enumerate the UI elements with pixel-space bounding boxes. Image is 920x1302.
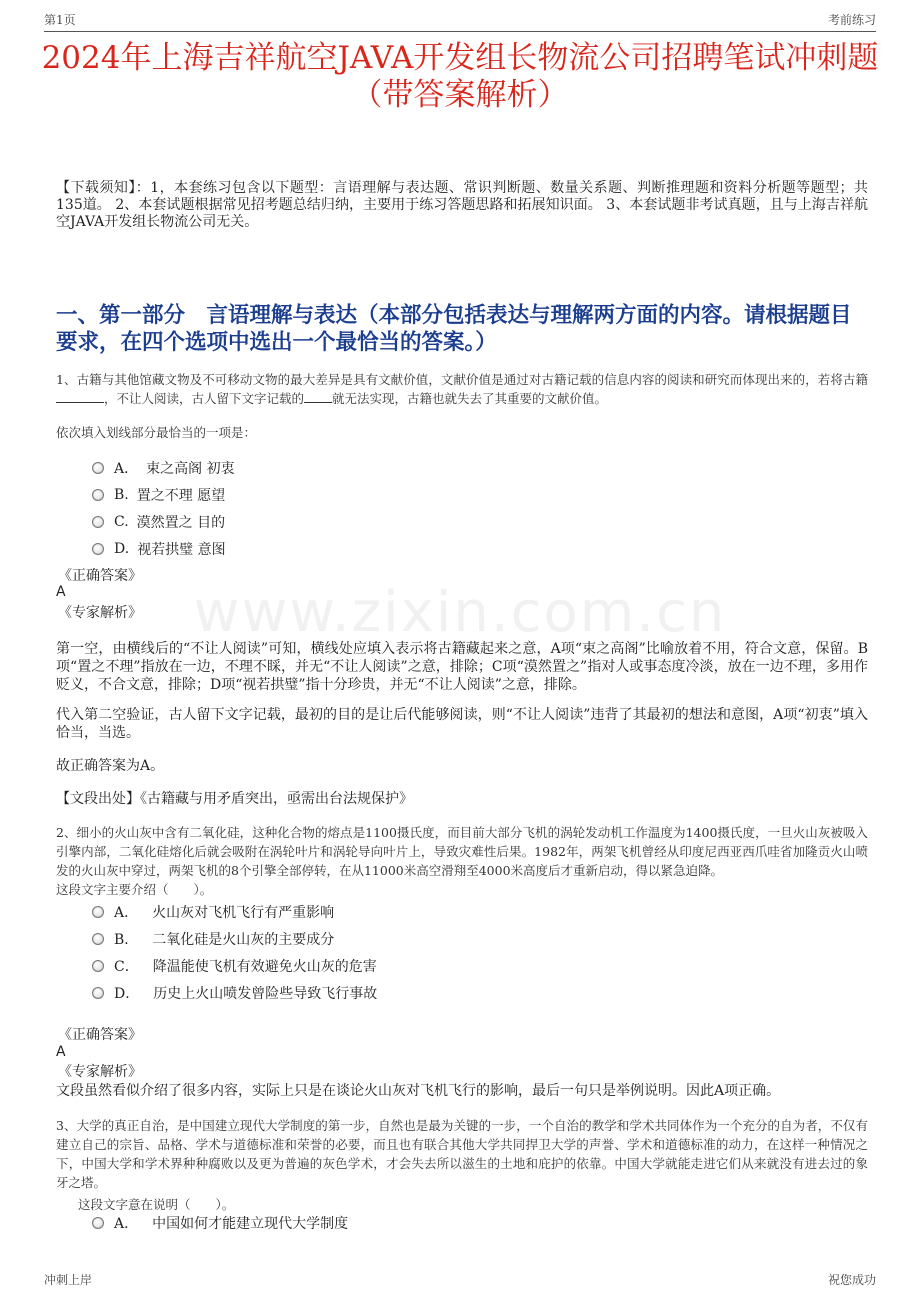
option-c[interactable]: [92, 508, 235, 535]
option-letter: A．: [114, 460, 139, 477]
radio-icon[interactable]: [92, 1217, 104, 1229]
radio-icon[interactable]: [92, 543, 104, 555]
option-text: 降温能使飞机有效避免火山灰的危害: [152, 958, 377, 975]
title-line-1: 2024年上海吉祥航空JAVA开发组长物流公司招聘笔试冲刺题: [41, 40, 879, 76]
option-a[interactable]: [92, 454, 235, 481]
radio-icon[interactable]: [92, 906, 104, 918]
page-header: [44, 10, 876, 32]
section-heading: 一、第一部分 言语理解与表达（本部分包括表达与理解两方面的内容。请根据题目要求，在四个选项中选出一个最恰当的答案。）: [56, 303, 852, 355]
analysis-paragraph-1: 第一空，由横线后的“不让人阅读”可知，横线处应填入表示将古籍藏起来之意，A项“束之高阁”比喻放着不用，符合文意，保留。B项“置之不理”指放在一边，不理不睬，并无“不让人阅读”之意，排除；C项“漠然置之”指对人或事态度冷淡，放在一边不理，多用作贬义，不合文意，排除；D项“视若拱璧”指十分珍贵，并无“不让人阅读”之意，排除。: [56, 641, 868, 693]
option-text: 束之高阁 初衷: [146, 460, 235, 477]
option-text: 二氧化硅是火山灰的主要成分: [152, 931, 335, 948]
option-text: 火山灰对飞机飞行有严重影响: [152, 904, 335, 921]
download-notice: 【下载须知】：1，本套练习包含以下题型：言语理解与表达题、常识判断题、数量关系题、判断推理题和资料分析题等题型；共135道。 2、本套试题根据常见招考题总结归纳，主要用于练习答题思路和拓展知识面。 3、本套试题非考试真题，且与上海吉祥航空JAVA开发组长物流公司无关。: [56, 180, 868, 230]
question-2-options: [92, 898, 377, 1006]
question-1-prompt: 依次填入划线部分最恰当的一项是：: [56, 425, 257, 440]
expert-analysis-label: 《专家解析》: [58, 605, 142, 621]
option-text: 视若拱璧 意图: [137, 541, 226, 558]
option-b[interactable]: [92, 925, 377, 952]
analysis-paragraph-3: 故正确答案为A。: [56, 758, 165, 774]
question-1-text-a: 1、古籍与其他馆藏文物及不可移动文物的最大差异是具有文献价值，文献价值是通过对古籍记载的信息内容的阅读和研究而体现出来的，若将古籍: [56, 372, 868, 387]
question-1-options: [92, 454, 235, 562]
fill-blank-1: [56, 391, 104, 403]
page-number: 第1页: [44, 13, 76, 27]
page-footer: [44, 1271, 876, 1288]
source-note: 【文段出处】《古籍藏与用矛盾突出，亟需出台法规保护》: [56, 791, 413, 807]
footer-right: 祝您成功: [827, 1273, 876, 1287]
option-a[interactable]: [92, 1209, 348, 1236]
question-3-prompt: 这段文字意在说明（ ）。: [78, 1197, 235, 1212]
fill-blank-2: [304, 391, 332, 403]
option-letter: C.: [114, 513, 129, 530]
radio-icon[interactable]: [92, 462, 104, 474]
analysis-paragraph-2: 代入第二空验证，古人留下文字记载，最初的目的是让后代能够阅读，则“不让人阅读”违背了其最初的想法和意图，A项“初衷”填入恰当，当选。: [56, 707, 868, 741]
question-3-text: 3、大学的真正自治，是中国建立现代大学制度的第一步，自然也是最为关键的一步，一个自治的教学和学术共同体作为一个充分的自为者，不仅有建立自己的宗旨、品格、学术与道德标准和荣誉的必要，而且也有联合其他大学共同捍卫大学的声誉、学术和道德标准的动力，在这样一种情况之下，中国大学和学术界种种腐败以及更为普遍的灰色学术，才会失去所以滋生的土地和庇护的依靠。中国大学就能走进它们从来就没有进去过的象牙之塔。: [56, 1118, 868, 1190]
radio-icon[interactable]: [92, 933, 104, 945]
correct-answer-value: A: [56, 584, 66, 600]
radio-icon[interactable]: [92, 960, 104, 972]
option-letter: B．: [114, 931, 139, 948]
option-letter: B.: [114, 486, 129, 503]
option-a[interactable]: [92, 898, 377, 925]
option-d[interactable]: [92, 979, 377, 1006]
option-b[interactable]: [92, 481, 235, 508]
question-1-text-c: 就无法实现，古籍也就失去了其重要的文献价值。: [332, 391, 608, 406]
option-d[interactable]: [92, 535, 235, 562]
question-2-prompt: 这段文字主要介绍（ ）。: [56, 882, 213, 897]
analysis-paragraph: 文段虽然看似介绍了很多内容，实际上只是在谈论火山灰对飞机飞行的影响，最后一句只是举例说明。因此A项正确。: [56, 1083, 781, 1099]
correct-answer-label: 《正确答案》: [58, 1027, 142, 1043]
question-1-text-b: ，不让人阅读，古人留下文字记载的: [104, 391, 305, 406]
option-letter: D.: [114, 540, 130, 557]
header-tag: 考前练习: [827, 13, 876, 27]
title-line-2: （带答案解析）: [351, 77, 569, 113]
correct-answer-value: A: [56, 1044, 66, 1060]
radio-icon[interactable]: [92, 489, 104, 501]
radio-icon[interactable]: [92, 987, 104, 999]
option-text: 置之不理 愿望: [136, 487, 226, 504]
radio-icon[interactable]: [92, 516, 104, 528]
option-letter: C．: [114, 958, 139, 975]
option-letter: A．: [114, 1215, 139, 1232]
correct-answer-label: 《正确答案》: [58, 568, 142, 584]
expert-analysis-label: 《专家解析》: [58, 1064, 142, 1080]
question-1-text: [56, 370, 868, 408]
option-text: 中国如何才能建立现代大学制度: [152, 1215, 349, 1232]
watermark: www.zixin.com.cn: [193, 580, 727, 645]
footer-left: 冲刺上岸: [44, 1273, 93, 1287]
option-text: 漠然置之 目的: [136, 514, 226, 531]
option-c[interactable]: [92, 952, 377, 979]
document-title: [40, 40, 880, 114]
option-letter: D．: [114, 985, 140, 1002]
option-letter: A．: [114, 904, 139, 921]
question-3-options: [92, 1209, 348, 1236]
option-text: 历史上火山喷发曾险些导致飞行事故: [153, 985, 378, 1002]
question-2-text: 2、细小的火山灰中含有二氧化硅，这种化合物的熔点是1100摄氏度，而目前大部分飞机的涡轮发动机工作温度为1400摄氏度，一旦火山灰被吸入引擎内部，二氧化硅熔化后就会吸附在涡轮叶片和涡轮导向叶片上，导致灾难性后果。1982年，两架飞机曾经从印度尼西亚西爪哇省加隆贡火山喷发的火山灰中穿过，两架飞机的8个引擎全部停转，在从11000米高空滑翔至4000米高度后才重新启动，得以紧急迫降。: [56, 825, 868, 878]
